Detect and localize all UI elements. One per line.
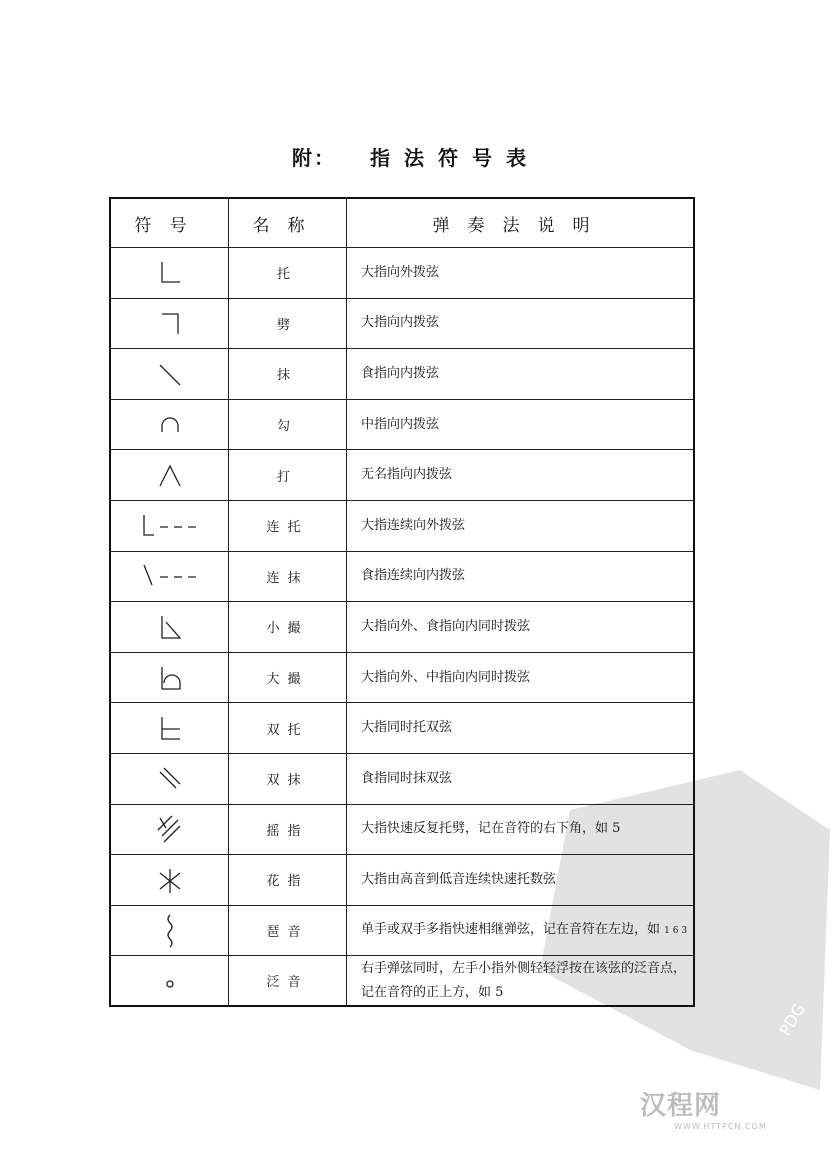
description-cell <box>347 804 695 855</box>
table-row <box>110 248 694 299</box>
description-cell <box>347 399 695 450</box>
description-text: 大指向外拨弦 <box>361 264 440 280</box>
description-cell <box>347 652 695 703</box>
symbol-cell <box>110 652 229 703</box>
table-row <box>110 703 694 754</box>
header-description: 弹奏法说明 <box>347 198 695 248</box>
description-cell <box>347 450 695 501</box>
description-text: 单手或双手多指快速相继弹弦，记在音符在左边，如 <box>361 922 661 938</box>
description-text: 无名指向内拨弦 <box>361 467 453 483</box>
lian-tuo-icon <box>140 511 200 541</box>
pi-icon <box>154 308 186 338</box>
name-cell: 双抹 <box>229 753 347 804</box>
description-cell <box>347 956 695 1007</box>
table-row <box>110 500 694 551</box>
table-row <box>110 298 694 349</box>
description-cell <box>347 602 695 653</box>
description-text: 大指向外、中指向内同时拨弦 <box>361 669 531 685</box>
description-text: 大指向外、食指向内同时拨弦 <box>361 618 531 634</box>
table-row <box>110 551 694 602</box>
name-cell: 连抹 <box>229 551 347 602</box>
header-symbol: 符号 <box>110 198 229 248</box>
shuang-tuo-icon <box>154 713 186 743</box>
description-text: 大指向内拨弦 <box>361 315 440 331</box>
table-row <box>110 753 694 804</box>
name-cell: 花指 <box>229 855 347 906</box>
description-text: 大指由高音到低音连续快速托数弦 <box>361 871 557 887</box>
symbol-cell <box>110 248 229 299</box>
title-prefix: 附： <box>292 146 336 170</box>
symbol-cell <box>110 804 229 855</box>
name-cell: 托 <box>229 248 347 299</box>
symbol-cell <box>110 956 229 1007</box>
table-row <box>110 905 694 956</box>
table-row <box>110 349 694 400</box>
name-cell: 摇指 <box>229 804 347 855</box>
fingering-table <box>109 197 695 1007</box>
symbol-cell <box>110 399 229 450</box>
symbol-cell <box>110 753 229 804</box>
name-cell: 抹 <box>229 349 347 400</box>
yao-zhi-icon <box>154 814 186 844</box>
watermark-logo <box>640 1085 767 1131</box>
name-cell: 小撮 <box>229 602 347 653</box>
name-cell: 连托 <box>229 500 347 551</box>
arpeggio-example: 1 6 3 <box>664 926 688 937</box>
description-cell <box>347 753 695 804</box>
description-cell <box>347 349 695 400</box>
description-cell <box>347 298 695 349</box>
fan-yin-icon <box>154 966 186 996</box>
symbol-cell <box>110 298 229 349</box>
table-row <box>110 652 694 703</box>
shuang-mo-icon <box>154 764 186 794</box>
page-title <box>0 142 832 171</box>
header-name: 名称 <box>229 198 347 248</box>
table-row <box>110 602 694 653</box>
logo-url: WWW.HTTPCN.COM <box>674 1122 767 1131</box>
description-cell <box>347 855 695 906</box>
gou-icon <box>154 410 186 440</box>
description-cell <box>347 905 695 956</box>
description-text: 食指同时抹双弦 <box>361 770 453 786</box>
hua-zhi-icon <box>154 865 186 895</box>
table-row <box>110 956 694 1007</box>
symbol-cell <box>110 905 229 956</box>
table-row <box>110 855 694 906</box>
symbol-cell <box>110 703 229 754</box>
name-cell: 打 <box>229 450 347 501</box>
header-row <box>110 198 694 248</box>
description-cell <box>347 551 695 602</box>
lian-mo-icon <box>140 561 200 591</box>
name-cell: 大撮 <box>229 652 347 703</box>
pa-yin-icon <box>154 913 186 949</box>
description-text: 中指向内拨弦 <box>361 416 440 432</box>
name-cell: 琶音 <box>229 905 347 956</box>
xiao-cuo-icon <box>154 612 186 642</box>
table-row <box>110 804 694 855</box>
description-text: 右手弹弦同时，左手小指外侧轻轻浮按在该弦的泛音点，记在音符的正上方，如 5 <box>361 960 687 1000</box>
logo-text: 汉程网 <box>640 1091 722 1121</box>
symbol-cell <box>110 551 229 602</box>
table-row <box>110 450 694 501</box>
name-cell: 双托 <box>229 703 347 754</box>
name-cell: 泛音 <box>229 956 347 1007</box>
title-main: 指法符号表 <box>370 146 540 170</box>
description-text: 大指连续向外拨弦 <box>361 517 466 533</box>
symbol-cell <box>110 602 229 653</box>
description-cell <box>347 500 695 551</box>
seal-text: PDG <box>775 999 810 1040</box>
symbol-cell <box>110 450 229 501</box>
da-cuo-icon <box>154 663 186 693</box>
mo-icon <box>154 359 186 389</box>
symbol-cell <box>110 855 229 906</box>
table-row <box>110 399 694 450</box>
tuo-icon <box>154 258 186 288</box>
description-text: 大指快速反复托劈，记在音符的右下角，如 5 <box>361 821 621 837</box>
da-icon <box>154 460 186 490</box>
name-cell: 劈 <box>229 298 347 349</box>
description-text: 食指向内拨弦 <box>361 365 440 381</box>
symbol-cell <box>110 349 229 400</box>
description-text: 食指连续向内拨弦 <box>361 568 466 584</box>
symbol-cell <box>110 500 229 551</box>
description-cell <box>347 248 695 299</box>
name-cell: 勾 <box>229 399 347 450</box>
description-text: 大指同时托双弦 <box>361 720 453 736</box>
description-cell <box>347 703 695 754</box>
